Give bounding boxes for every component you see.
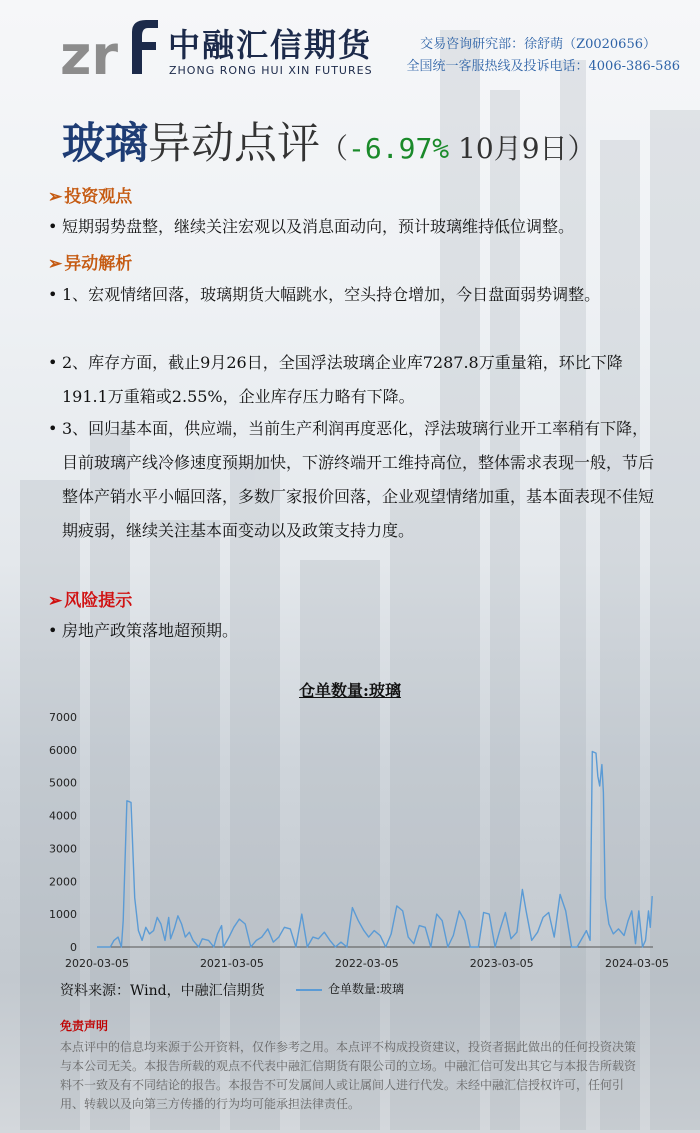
analyst-contact: 交易咨询研究部：徐舒萌（Z0020656）	[420, 37, 656, 52]
y-tick-label: 4000	[49, 809, 77, 823]
warehouse-receipt-chart	[49, 705, 669, 975]
y-tick-label: 3000	[49, 842, 77, 856]
legend-line-icon	[296, 989, 322, 991]
title-open-paren: （	[320, 132, 349, 165]
title-kind: 异动点评	[148, 119, 320, 169]
data-source: 资料来源：Wind，中融汇信期货	[60, 983, 265, 999]
paragraph: • 1、宏观情绪回落，玻璃期货大幅跳水，空头持仓增加，今日盘面弱势调整。	[48, 285, 601, 304]
section-heading-analysis: ➢ 异动解析	[48, 254, 133, 274]
x-tick-label: 2022-03-05	[334, 957, 399, 970]
section-heading-view: ➢ 投资观点	[48, 187, 133, 207]
paragraph: • 短期弱势盘整，继续关注宏观以及消息面动向，预计玻璃维持低位调整。	[48, 217, 575, 236]
disclaimer-heading: 免责声明	[60, 1019, 109, 1033]
report-header	[0, 0, 700, 100]
section-heading-risk: ➢ 风险提示	[48, 591, 133, 611]
y-tick-label: 5000	[49, 776, 77, 790]
paragraph: • 3、回归基本面，供应端，当前生产利润再度恶化，浮法玻璃行业开工率稍有下降，目前玻璃产线冷修速度预期加快，下游终端开工维持高位，整体需求表现一般，节后整体产销水平小幅回落，多数厂家报价回落，企业观望情绪加重，基本面表现不佳短期疲弱，继续关注基本面变动以及政策支持力度。	[48, 419, 655, 540]
arrow-icon: ➢	[48, 254, 63, 274]
chart-title: 仓单数量:玻璃	[299, 681, 401, 700]
x-tick-label: 2024-03-05	[605, 957, 669, 970]
disclaimer-text: 本点评中的信息均来源于公开资料，仅作参考之用。本点评不构成投资建议，投资者据此做出的任何投资决策与本公司无关。本报告所载的观点不代表中融汇信期货有限公司的立场。中融汇信可发出其它与本报告所载资料不一致及有不同结论的报告。本报告不可发属间人或让属间人进行代发。未经中融汇信授权许可，任何引用、转载以及向第三方传播的行为均可能承担法律责任。	[60, 1040, 637, 1111]
paragraph: • 2、库存方面，截止9月26日，全国浮法玻璃企业库7287.8万重量箱，环比下降191.1万重箱或2.55%，企业库存压力略有下降。	[48, 353, 623, 406]
company-name-cn: 中融汇信期货	[168, 26, 373, 64]
chart-legend	[296, 980, 404, 997]
page-title	[62, 110, 596, 171]
x-tick-label: 2021-03-05	[199, 957, 264, 970]
series-line-glass-receipts	[97, 752, 652, 948]
arrow-icon: ➢	[48, 187, 63, 207]
hotline-contact: 全国统一客服热线及投诉电话：4006-386-586	[406, 59, 680, 74]
y-tick-label: 0	[70, 941, 77, 954]
x-tick-label: 2023-03-05	[469, 957, 534, 970]
y-tick-label: 2000	[49, 875, 77, 889]
title-change: -6.97%	[348, 132, 450, 165]
title-date: 10月9日）	[449, 132, 596, 165]
legend-label: 仓单数量:玻璃	[328, 982, 405, 996]
paragraph: • 房地产政策落地超预期。	[48, 621, 239, 640]
y-tick-label: 6000	[49, 743, 77, 757]
company-name-en: ZHONG RONG HUI XIN FUTURES	[169, 64, 373, 77]
x-tick-label: 2020-03-05	[65, 957, 129, 970]
y-tick-label: 7000	[49, 711, 77, 724]
svg-text:zr: zr	[60, 24, 119, 87]
title-product: 玻璃	[62, 119, 148, 169]
arrow-icon: ➢	[48, 591, 63, 611]
company-logo-icon	[60, 12, 160, 87]
y-tick-label: 1000	[49, 908, 77, 922]
